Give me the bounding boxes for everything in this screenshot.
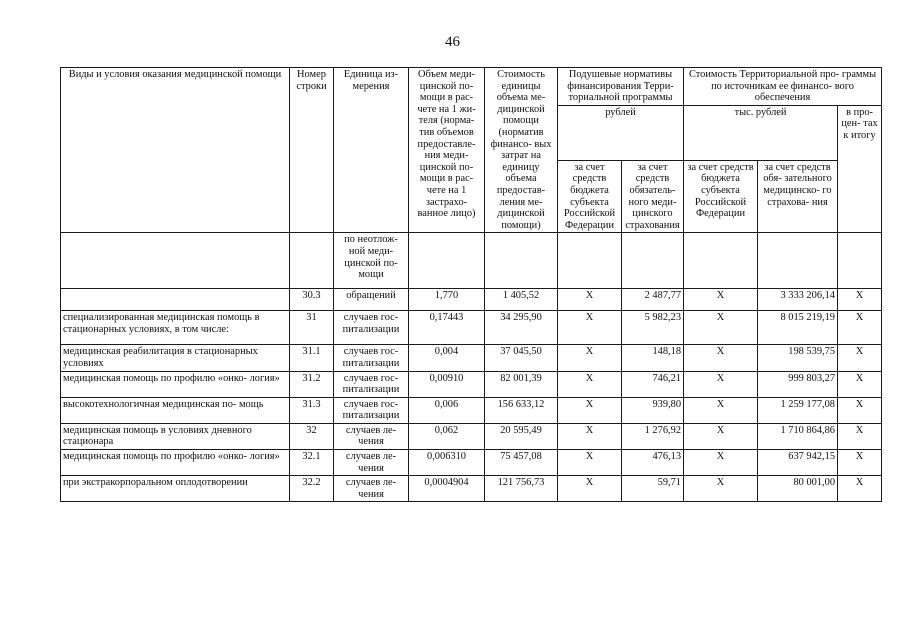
header-oms-rub: за счет средств обязатель- ного меди- цинского страхования — [622, 160, 684, 233]
header-percent: в про- цен- тах к итогу — [838, 105, 882, 233]
cell-oms-rub: 476,13 — [622, 450, 684, 476]
header-budget-thous: за счет средств бюджета субъекта Российской Федерации — [684, 160, 758, 233]
header-per-capita: Подушевые нормативы финансирования Терри- ториальной программы — [558, 68, 684, 106]
cell-budget-rub: X — [558, 311, 622, 345]
cell-oms-rub: 746,21 — [622, 371, 684, 397]
table-row — [61, 371, 882, 397]
continuation-kind — [61, 233, 290, 289]
cell-percent: X — [838, 371, 882, 397]
cell-volume: 0,006310 — [409, 450, 485, 476]
cell-budget-thous: X — [684, 423, 758, 449]
empty-cell — [409, 233, 485, 289]
cell-kind — [61, 289, 290, 311]
header-kind: Виды и условия оказания медицинской помощи — [61, 68, 290, 233]
cell-unit-cost: 75 457,08 — [485, 450, 558, 476]
cell-kind: при экстракорпоральном оплодотворении — [61, 476, 290, 502]
cell-volume: 0,00910 — [409, 371, 485, 397]
empty-cell — [758, 233, 838, 289]
cell-budget-thous: X — [684, 311, 758, 345]
empty-cell — [622, 233, 684, 289]
table-row — [61, 311, 882, 345]
header-unit-cost: Стоимость единицы объема ме- дицинской помощи (норматив финансо- вых затрат на единицу объема предостав- ления ме- дицинской помощи) — [485, 68, 558, 233]
cell-budget-thous: X — [684, 450, 758, 476]
cell-oms-rub: 59,71 — [622, 476, 684, 502]
cell-unit-cost: 34 295,90 — [485, 311, 558, 345]
cell-percent: X — [838, 476, 882, 502]
header-unit-rubles: рублей — [558, 105, 684, 160]
empty-cell — [684, 233, 758, 289]
cell-budget-rub: X — [558, 345, 622, 371]
cell-percent: X — [838, 311, 882, 345]
cell-budget-thous: X — [684, 476, 758, 502]
cell-oms-thous: 3 333 206,14 — [758, 289, 838, 311]
cell-unit: случаев ле- чения — [334, 423, 409, 449]
cell-kind: высокотехнологичная медицинская по- мощь — [61, 397, 290, 423]
cell-unit-cost: 1 405,52 — [485, 289, 558, 311]
cell-budget-rub: X — [558, 450, 622, 476]
cell-unit: случаев гос- питализации — [334, 371, 409, 397]
cell-oms-rub: 2 487,77 — [622, 289, 684, 311]
table-row — [61, 476, 882, 502]
cell-oms-thous: 999 803,27 — [758, 371, 838, 397]
cell-unit: случаев гос- питализации — [334, 397, 409, 423]
cell-oms-rub: 5 982,23 — [622, 311, 684, 345]
page-number: 46 — [445, 34, 460, 50]
cell-row-number: 31.3 — [290, 397, 334, 423]
cell-unit-cost: 156 633,12 — [485, 397, 558, 423]
cell-budget-thous: X — [684, 289, 758, 311]
table-header — [61, 68, 882, 233]
header-volume: Объем меди- цинской по- мощи в рас- чете на 1 жи- теля (норма- тив объемов предоставле- ния меди- цинской по- мощи в рас- чете на 1 застрахо- ванное лицо) — [409, 68, 485, 233]
cell-percent: X — [838, 450, 882, 476]
cell-unit-cost: 20 595,49 — [485, 423, 558, 449]
cell-budget-thous: X — [684, 397, 758, 423]
header-unit: Единица из- мерения — [334, 68, 409, 233]
header-unit-thousand-rubles: тыс. рублей — [684, 105, 838, 160]
table-row — [61, 345, 882, 371]
cell-percent: X — [838, 397, 882, 423]
cell-oms-thous: 8 015 219,19 — [758, 311, 838, 345]
cell-budget-rub: X — [558, 397, 622, 423]
empty-cell — [558, 233, 622, 289]
cell-row-number: 31.2 — [290, 371, 334, 397]
cell-row-number: 30.3 — [290, 289, 334, 311]
cell-oms-thous: 1 710 864,86 — [758, 423, 838, 449]
cell-oms-rub: 148,18 — [622, 345, 684, 371]
cell-oms-rub: 1 276,92 — [622, 423, 684, 449]
cell-kind: медицинская помощь по профилю «онко- логия» — [61, 450, 290, 476]
cell-budget-rub: X — [558, 476, 622, 502]
cell-unit-cost: 121 756,73 — [485, 476, 558, 502]
cell-oms-thous: 1 259 177,08 — [758, 397, 838, 423]
cell-oms-thous: 80 001,00 — [758, 476, 838, 502]
cell-budget-thous: X — [684, 371, 758, 397]
cell-unit: случаев гос- питализации — [334, 311, 409, 345]
continuation-row — [61, 233, 882, 289]
cell-percent: X — [838, 423, 882, 449]
header-territorial-cost: Стоимость Территориальной про- граммы по источникам ее финансо- вого обеспечения — [684, 68, 882, 106]
cell-kind: медицинская реабилитация в стационарных условиях — [61, 345, 290, 371]
cell-volume: 0,062 — [409, 423, 485, 449]
cell-kind: специализированная медицинская помощь в стационарных условиях, в том числе: — [61, 311, 290, 345]
cell-kind: медицинская помощь по профилю «онко- логия» — [61, 371, 290, 397]
cell-unit: случаев ле- чения — [334, 450, 409, 476]
cell-unit: обращений — [334, 289, 409, 311]
table-row — [61, 397, 882, 423]
cell-volume: 1,770 — [409, 289, 485, 311]
cell-oms-rub: 939,80 — [622, 397, 684, 423]
cell-percent: X — [838, 289, 882, 311]
cell-budget-rub: X — [558, 423, 622, 449]
empty-cell — [485, 233, 558, 289]
header-oms-thous: за счет средств обя- зательного медицинско- го страхова- ния — [758, 160, 838, 233]
cell-row-number: 31 — [290, 311, 334, 345]
cell-budget-rub: X — [558, 289, 622, 311]
header-row-number: Номер строки — [290, 68, 334, 233]
table-row — [61, 289, 882, 311]
cell-oms-thous: 198 539,75 — [758, 345, 838, 371]
cell-unit-cost: 82 001,39 — [485, 371, 558, 397]
financing-table — [60, 67, 882, 502]
cell-unit: случаев гос- питализации — [334, 345, 409, 371]
header-budget-rub: за счет средств бюджета субъекта Российской Федерации — [558, 160, 622, 233]
continuation-unit: по неотлож- ной меди- цинской по- мощи — [334, 233, 409, 289]
cell-row-number: 32 — [290, 423, 334, 449]
cell-volume: 0,17443 — [409, 311, 485, 345]
cell-volume: 0,004 — [409, 345, 485, 371]
cell-kind: медицинская помощь в условиях дневного стационара — [61, 423, 290, 449]
cell-budget-thous: X — [684, 345, 758, 371]
cell-row-number: 32.1 — [290, 450, 334, 476]
cell-unit: случаев ле- чения — [334, 476, 409, 502]
cell-volume: 0,006 — [409, 397, 485, 423]
cell-row-number: 32.2 — [290, 476, 334, 502]
cell-row-number: 31.1 — [290, 345, 334, 371]
cell-oms-thous: 637 942,15 — [758, 450, 838, 476]
cell-percent: X — [838, 345, 882, 371]
cell-unit-cost: 37 045,50 — [485, 345, 558, 371]
cell-volume: 0,0004904 — [409, 476, 485, 502]
table-row — [61, 423, 882, 449]
cell-budget-rub: X — [558, 371, 622, 397]
table-row — [61, 450, 882, 476]
empty-cell — [838, 233, 882, 289]
continuation-no — [290, 233, 334, 289]
